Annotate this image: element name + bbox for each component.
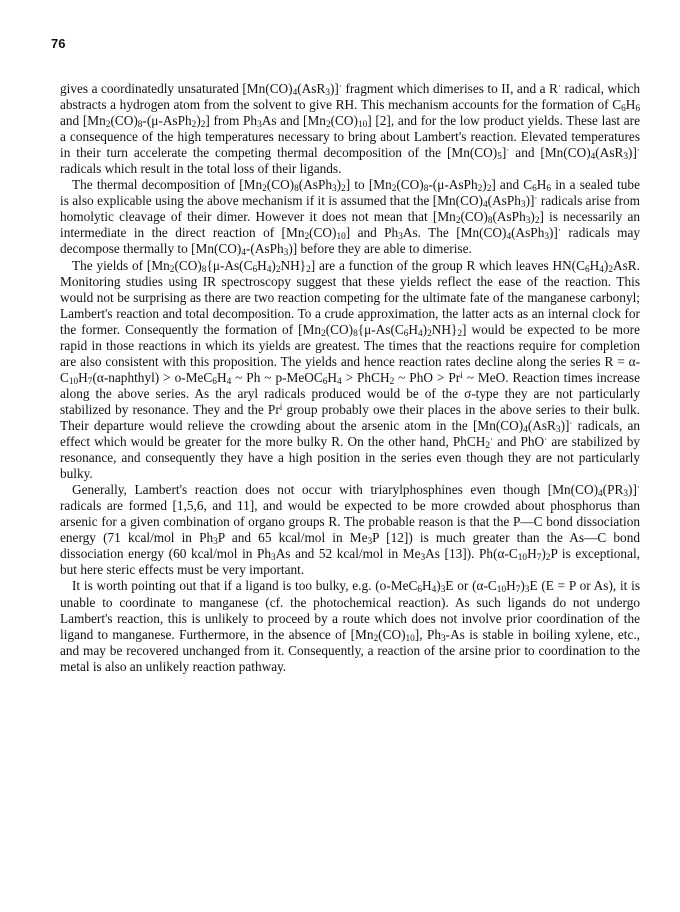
page-number: 76 bbox=[51, 36, 66, 51]
paragraph-2: The thermal decomposition of $[Mn_2(CO)_8(AsPh_3)_2]$ to $[Mn_2(CO)_8-(\mu-AsPh_2)_2]$ and $C_6H_6$ in a sealed tube is also explicable using the above mechanism if it is assumed that the $[Mn(CO)_4(AsPh_3)]^\cdot$ radicals arise from homolytic cleavage of their dimer. However it does not mean that $[Mn_2(CO)_8(AsPh_3)_2]$ is necessarily an intermediate in the direct reaction of $[Mn_2(CO)_{10}]$ and $Ph_3As$. The $[Mn(CO)_4(AsPh_3)]^\cdot$ radicals may decompose thermally to $[Mn(CO)_4-(AsPh_3)]$ before they are able to dimerise. bbox=[60, 177, 641, 259]
paragraph-5: It is worth pointing out that if a ligand is too bulky, e.g. $(o-MeC_6H_4)_3E$ or $(\alpha-C_{10}H_7)_3E$ (E = P or As), it is unable to coordinate to manganese (cf. the photochemical reaction). As such ligands do not undergo Lambert's reaction, this is unlikely to proceed by a route which does not involve prior coordination of the ligand to manganese. Furthermore, in the absence of $[Mn_2(CO)_{10}]$, $Ph_3-As$ is stable in boiling xylene, etc., and may be recovered unchanged from it. Consequently, a reaction of the arsine prior to coordination to the metal is also an unlikely reaction pathway. bbox=[60, 578, 640, 674]
paragraph-1: gives a coordinatedly unsaturated $[Mn(CO)_4(AsR_3)]^\cdot$ fragment which dimerises to II, and a R· radical, which abstracts a hydrogen atom from the solvent to give RH. This mechanism accounts for the formation of $C_6H_6$ and $[Mn_2(CO)_8-(\mu-AsPh_2)_2]$ from $Ph_3As$ and $[Mn_2(CO)_{10}]$ [2], and for the low product yields. These last are a consequence of the high temperatures necessary to bring about Lambert's reaction. Elevated temperatures in their turn accelerate the competing thermal decomposition of the $[Mn(CO)_5]^\cdot$ and $[Mn(CO)_4(AsR_3)]^\cdot$ radicals which result in the total loss of their ligands. bbox=[60, 81, 640, 177]
body-text bbox=[60, 81, 640, 675]
paragraph-3: The yields of $[Mn_2(CO)_8\{\mu-As(C_6H_4)_2NH\}_2]$ are a function of the group R which leaves $HN(C_6H_4)_2AsR$. Monitoring studies using IR spectroscopy suggest that these yields reflect the ease of the reaction. This would not be surprising as there are two reaction competing for the ultimate fate of the manganese carbonyl; Lambert's reaction and total decomposition. To a crude approximation, the latter acts as an internal clock for the former. Consequently the formation of $[Mn_2(CO)_8\{\mu-As(C_6H_4)_2NH\}_2]$ would be expected to be more rapid in those reactions in which its yields are greatest. The times that the reactions require for completion are also consistent with this proposition. The yields and hence reaction rates decline along the series $R = \alpha-C_{10}H_7(\alpha-naphthyl) > o-MeC_6H_4$ ~ Ph ~ $p-MeOC_6H_4$ > PhCH$_2$ ~ PhO > $Pr^i$ ~ MeO. Reaction times increase along the above series. As the aryl radicals produced would be of the σ-type they are not particularly stabilized by resonance. They and the Pr$^i$ group probably owe their places in the above series to their bulk. Their departure would relieve the crowding about the arsenic atom in the $[Mn(CO)_4(AsR_3)]^\cdot$ radicals, an effect which would be greater for the more bulky R. On the other hand, PhCH$_2$· and PhO· are stabilized by resonance, and consequently they have a high position in the series even though they are not particularly bulky. bbox=[60, 257, 640, 482]
paragraph-4: Generally, Lambert's reaction does not occur with triarylphosphines even though $[Mn(CO)_4(PR_3)]^\cdot$ radicals are formed [1,5,6, and 11], and would be expected to be more crowded about phosphorus than arsenic for a given combination of organo groups R. The probable reason is that the P—C bond dissociation energy (71 kcal/mol in $Ph_3P$ and 65 kcal/mol in $Me_3P$ [12]) is much greater than the As—C bond dissociation energy (60 kcal/mol in $Ph_3As$ and 52 kcal/mol in $Me_3As$ [13]). $Ph(\alpha-C_{10}H_7)_2P$ is exceptional, but here steric effects must be very important. bbox=[60, 482, 640, 578]
